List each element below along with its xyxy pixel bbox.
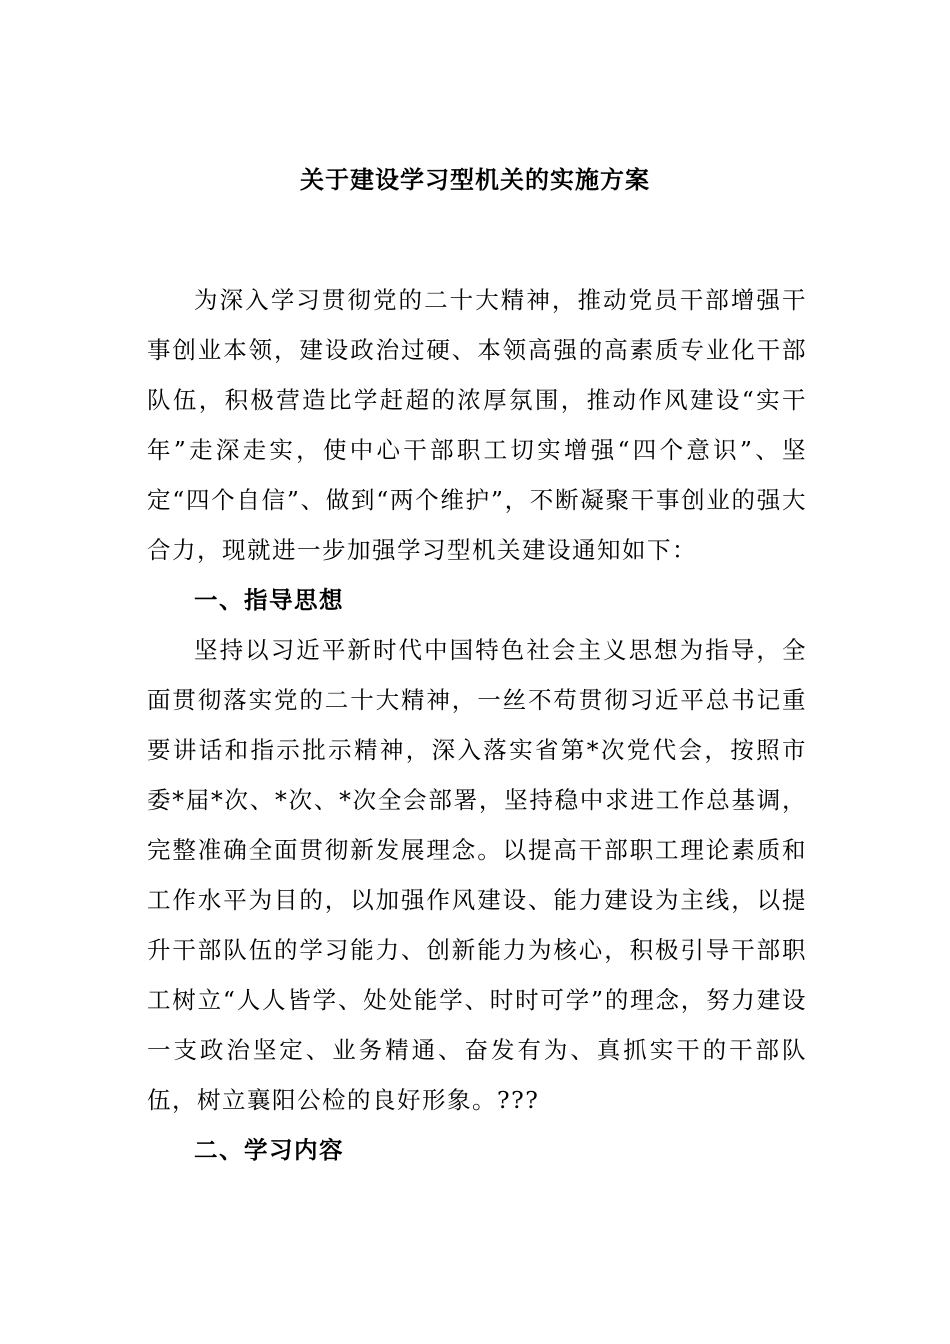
section-heading-guiding-ideology: 一、指导思想: [194, 586, 344, 614]
section-heading-study-content: 二、学习内容: [194, 1136, 344, 1164]
document-body: [147, 275, 807, 1175]
guiding-ideology-paragraph: 坚持以习近平新时代中国特色社会主义思想为指导，全面贯彻落实党的二十大精神，一丝不苟贯彻习近平总书记重要讲话和指示批示精神，深入落实省第*次党代会，按照市委*届*次、*次、*次全会部署，坚持稳中求进工作总基调，完整准确全面贯彻新发展理念。以提高干部职工理论素质和工作水平为目的，以加强作风建设、能力建设为主线，以提升干部队伍的学习能力、创新能力为核心，积极引导干部职工树立“人人皆学、处处能学、时时可学”的理念，努力建设一支政治坚定、业务精通、奋发有为、真抓实干的干部队伍，树立襄阳公检的良好形象。???: [147, 636, 807, 1114]
intro-paragraph: 为深入学习贯彻党的二十大精神，推动党员干部增强干事创业本领，建设政治过硬、本领高强的高素质专业化干部队伍，积极营造比学赶超的浓厚氛围，推动作风建设“实干年”走深走实，使中心干部职工切实增强“四个意识”、坚定“四个自信”、做到“两个维护”，不断凝聚干事创业的强大合力，现就进一步加强学习型机关建设通知如下：: [147, 286, 807, 564]
document-title: 关于建设学习型机关的实施方案: [300, 165, 650, 194]
